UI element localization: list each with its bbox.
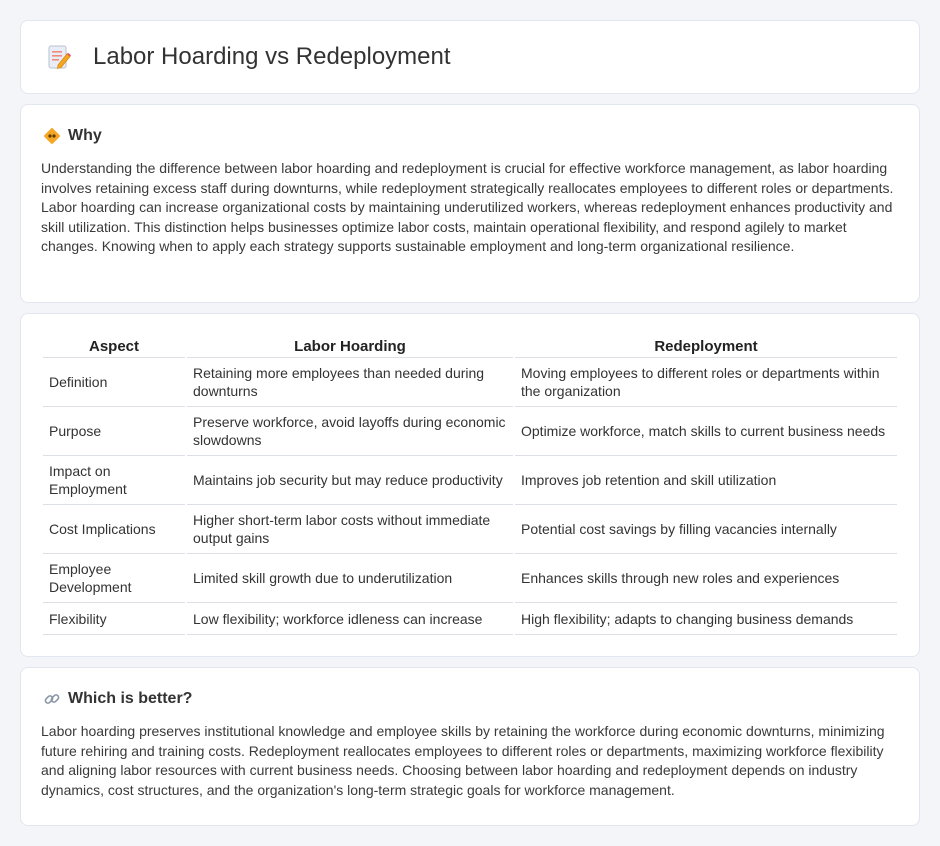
why-text: Understanding the difference between labor hoarding and redeployment is crucial for effective workforce management, as labor hoarding involves retaining excess staff during downturns, while redeployment strategically reallocates employees to different roles or departments. Labor hoarding can increase organizational costs by maintaining underutilized workers, whereas redeployment enhances productivity and skill utilization. This distinction helps businesses optimize labor costs, maintain operational flexibility, and respond agilely to market changes. Knowing when to apply each strategy supports sustainable employment and long-term organizational resilience. [41,160,894,254]
comparison-section [20,313,920,657]
title-row [21,21,919,93]
better-heading [21,668,919,708]
link-icon [43,690,61,708]
which-is-better-section [20,667,920,826]
table-row [43,358,897,407]
row-aspect: Cost Implications [43,505,185,554]
comparison-table [41,334,899,635]
page-title: Labor Hoarding vs Redeployment [93,43,451,70]
row-labor-hoarding: Higher short-term labor costs without immediate output gains [187,505,513,554]
row-redeployment: Enhances skills through new roles and experiences [515,554,897,603]
better-text: Labor hoarding preserves institutional knowledge and employee skills by retaining the workforce during economic downturns, minimizing future rehiring and training costs. Redeployment reallocates employees to different roles or departments, maximizing workforce flexibility and aligning labor resources with current business needs. Choosing between labor hoarding and redeployment depends on industry dynamics, cost structures, and the organization's long-term strategic goals for workforce management. [41,723,885,798]
table-row [43,407,897,456]
row-labor-hoarding: Limited skill growth due to underutilization [187,554,513,603]
row-labor-hoarding: Retaining more employees than needed during downturns [187,358,513,407]
row-redeployment: Moving employees to different roles or departments within the organization [515,358,897,407]
why-heading [21,105,919,145]
row-redeployment: High flexibility; adapts to changing business demands [515,603,897,635]
diamond-sign-icon [43,127,61,145]
header-redeployment: Redeployment [515,334,897,358]
row-aspect: Purpose [43,407,185,456]
row-redeployment: Optimize workforce, match skills to current business needs [515,407,897,456]
row-labor-hoarding: Preserve workforce, avoid layoffs during economic slowdowns [187,407,513,456]
row-labor-hoarding: Maintains job security but may reduce productivity [187,456,513,505]
why-title: Why [68,127,102,144]
table-row [43,554,897,603]
why-section [20,104,920,303]
row-aspect: Employee Development [43,554,185,603]
header-labor-hoarding: Labor Hoarding [187,334,513,358]
better-title: Which is better? [68,690,193,707]
table-row [43,603,897,635]
row-aspect: Flexibility [43,603,185,635]
row-aspect: Impact on Employment [43,456,185,505]
table-row [43,456,897,505]
document-pencil-icon [45,43,73,71]
row-redeployment: Potential cost savings by filling vacancies internally [515,505,897,554]
row-aspect: Definition [43,358,185,407]
header-aspect: Aspect [43,334,185,358]
row-redeployment: Improves job retention and skill utilization [515,456,897,505]
table-row [43,505,897,554]
row-labor-hoarding: Low flexibility; workforce idleness can increase [187,603,513,635]
table-header-row [43,334,897,358]
header-card [20,20,920,94]
